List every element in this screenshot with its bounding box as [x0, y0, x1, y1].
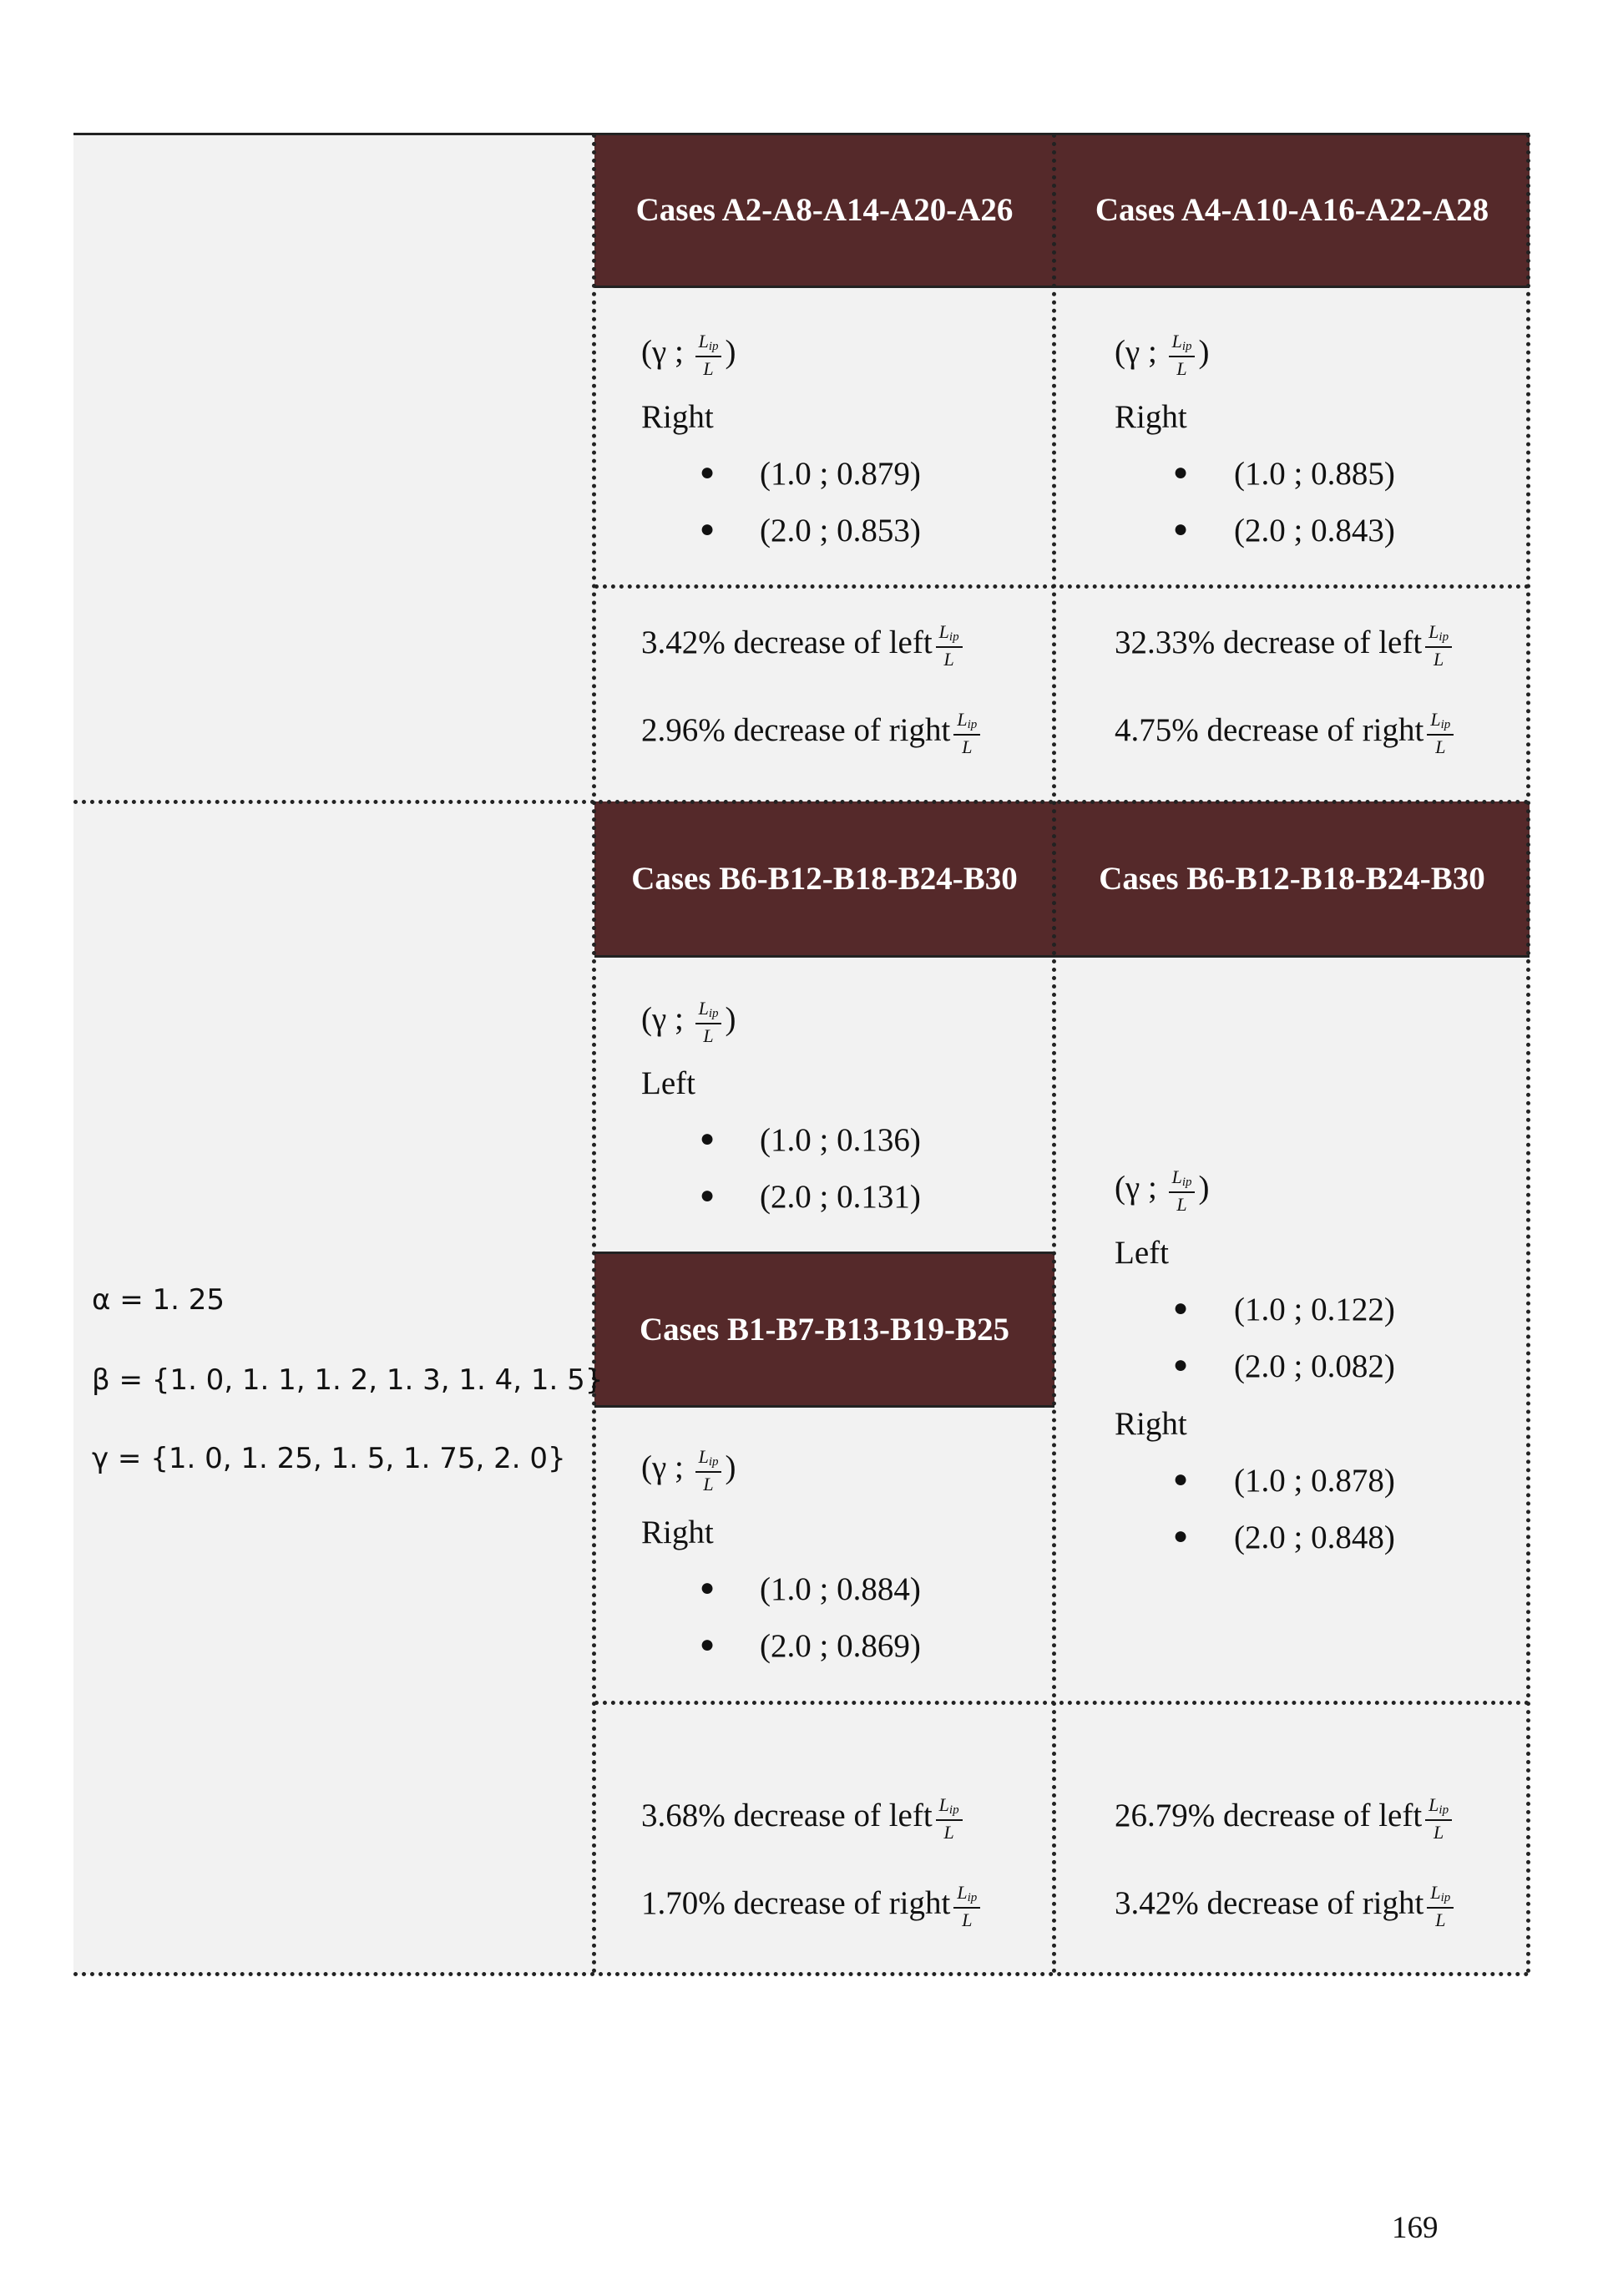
summary-line: 2.96% decrease of right $\frac{L_{ip}}{L}$	[641, 710, 984, 756]
bullet-icon: ●	[1173, 458, 1189, 486]
left-column-a	[73, 134, 594, 802]
formula: (γ ; $\frac{L_{ip}}{L}$ )	[1115, 1166, 1210, 1215]
value-pair: (1.0 ; 0.136)	[760, 1122, 921, 1158]
formula: (γ ; $\frac{L_{ip}}{L}$ )	[641, 1446, 736, 1494]
side-label-right: Right	[641, 399, 714, 435]
value-pair: (2.0 ; 0.853)	[760, 513, 921, 549]
header-rule-b-mid-top	[594, 1252, 1054, 1254]
case-header-b-left-top: Cases B6-B12-B18-B24-B30	[594, 802, 1054, 956]
bullet-icon: ●	[700, 1574, 716, 1601]
side-label-right: Right	[1115, 1406, 1187, 1442]
bottom-rule	[73, 1972, 1530, 1976]
value-pair: (1.0 ; 0.878)	[1234, 1463, 1395, 1499]
summary-line: 3.42% decrease of left $\frac{L_{ip}}{L}$	[641, 622, 966, 669]
value-pair: (1.0 ; 0.122)	[1234, 1292, 1395, 1328]
bullet-icon: ●	[700, 1631, 716, 1658]
a-summary-divider	[594, 584, 1530, 589]
case-header-a-left: Cases A2-A8-A14-A20-A26	[594, 134, 1054, 286]
bullet-icon: ●	[700, 515, 716, 543]
b-summary-divider	[594, 1701, 1530, 1705]
summary-line: 1.70% decrease of right $\frac{L_{ip}}{L}$	[641, 1883, 984, 1929]
formula: (γ ; $\frac{L_{ip}}{L}$ )	[1115, 331, 1210, 379]
gamma-parameter: γ = {1. 0, 1. 25, 1. 5, 1. 75, 2. 0}	[92, 1442, 566, 1475]
side-label-right: Right	[1115, 399, 1187, 435]
page-number: 169	[1392, 2211, 1439, 2245]
column-divider-1	[592, 134, 596, 1975]
column-divider-3	[1526, 134, 1530, 1975]
bullet-icon: ●	[1173, 1351, 1189, 1378]
formula: (γ ; $\frac{L_{ip}}{L}$ )	[641, 331, 736, 379]
section-divider	[73, 800, 1530, 804]
bullet-icon: ●	[1173, 1522, 1189, 1550]
value-pair: (2.0 ; 0.082)	[1234, 1348, 1395, 1384]
summary-line: 3.42% decrease of right $\frac{L_{ip}}{L}$	[1115, 1883, 1457, 1929]
summary-line: 26.79% decrease of left $\frac{L_{ip}}{L}$	[1115, 1795, 1455, 1842]
bullet-icon: ●	[1173, 1465, 1189, 1493]
alpha-parameter: α = 1. 25	[92, 1283, 225, 1317]
value-pair: (2.0 ; 0.869)	[760, 1628, 921, 1664]
value-pair: (1.0 ; 0.884)	[760, 1571, 921, 1607]
summary-line: 4.75% decrease of right $\frac{L_{ip}}{L}$	[1115, 710, 1457, 756]
value-pair: (1.0 ; 0.879)	[760, 456, 921, 492]
case-header-b-left-mid: Cases B1-B7-B13-B19-B25	[594, 1252, 1054, 1406]
header-rule-b-mid-bottom	[594, 1405, 1054, 1408]
summary-line: 32.33% decrease of left $\frac{L_{ip}}{L}$	[1115, 622, 1455, 669]
case-header-a-right: Cases A4-A10-A16-A22-A28	[1054, 134, 1530, 286]
formula: (γ ; $\frac{L_{ip}}{L}$ )	[641, 998, 736, 1046]
column-divider-2	[1052, 134, 1056, 1975]
bullet-icon: ●	[1173, 515, 1189, 543]
top-rule	[73, 133, 1530, 135]
summary-line: 3.68% decrease of left $\frac{L_{ip}}{L}$	[641, 1795, 966, 1842]
side-label-left: Left	[641, 1065, 695, 1101]
header-rule-a	[594, 286, 1530, 288]
value-pair: (2.0 ; 0.131)	[760, 1179, 921, 1215]
bullet-icon: ●	[1173, 1294, 1189, 1322]
value-pair: (2.0 ; 0.843)	[1234, 513, 1395, 549]
case-header-b-right: Cases B6-B12-B18-B24-B30	[1054, 802, 1530, 956]
side-label-right: Right	[641, 1515, 714, 1550]
bullet-icon: ●	[700, 1125, 716, 1152]
value-pair: (2.0 ; 0.848)	[1234, 1520, 1395, 1555]
beta-parameter: β = {1. 0, 1. 1, 1. 2, 1. 3, 1. 4, 1. 5}	[92, 1363, 604, 1397]
bullet-icon: ●	[700, 458, 716, 486]
header-rule-b-top	[594, 955, 1530, 958]
side-label-left: Left	[1115, 1235, 1169, 1271]
bullet-icon: ●	[700, 1181, 716, 1209]
value-pair: (1.0 ; 0.885)	[1234, 456, 1395, 492]
